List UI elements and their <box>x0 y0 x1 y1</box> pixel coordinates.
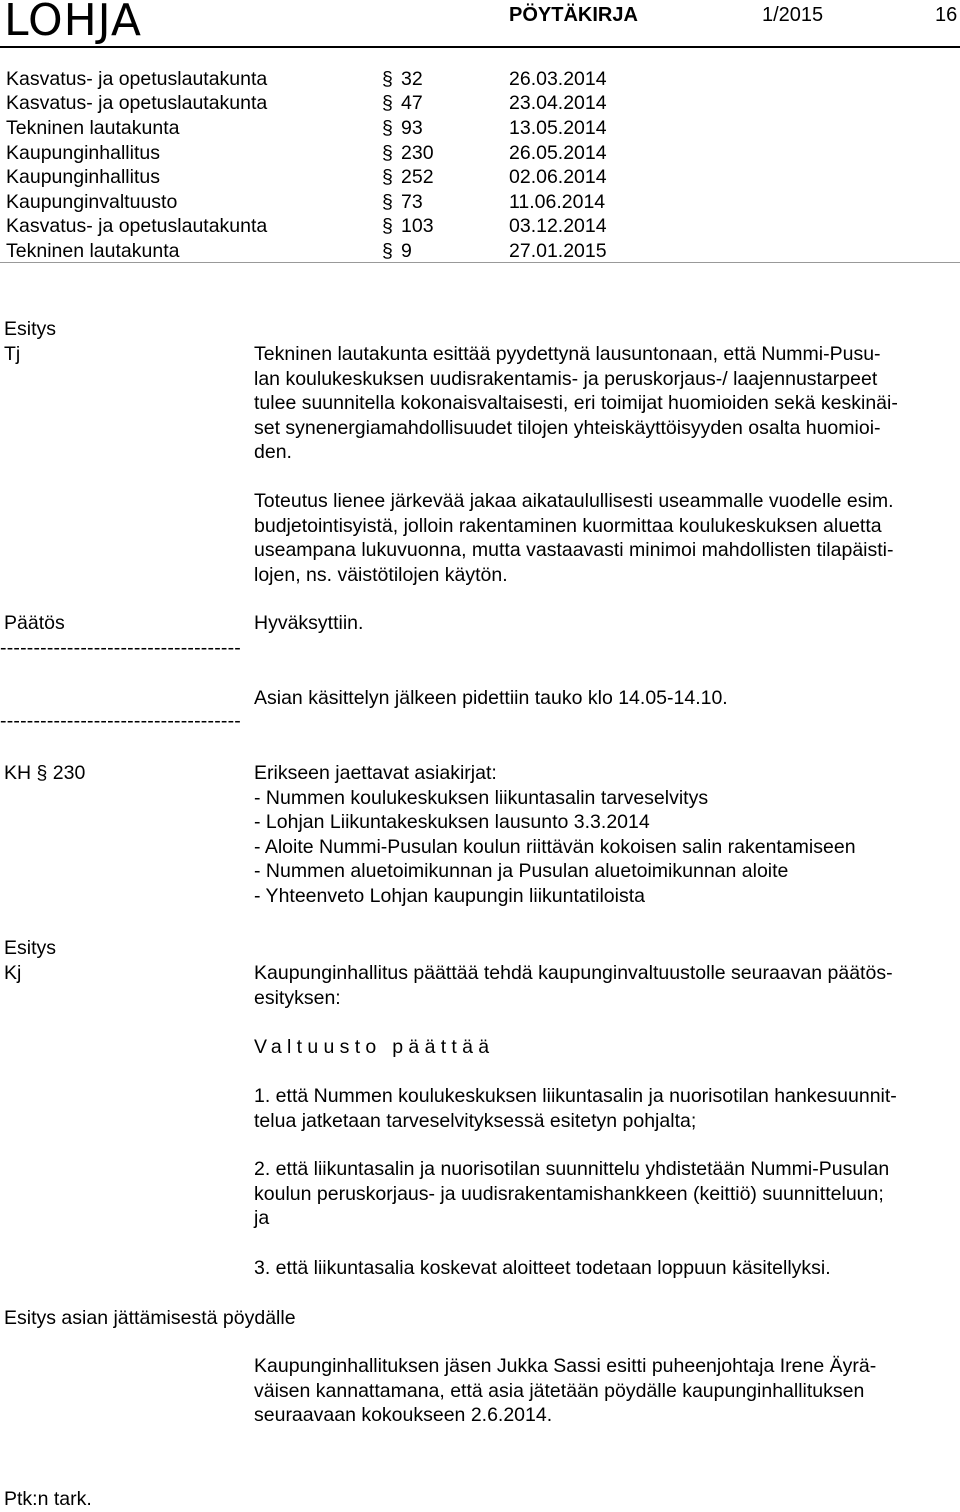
council-decides: Valtuusto päättää <box>254 1036 495 1058</box>
history-date: 13.05.2014 <box>509 117 607 139</box>
text-line: 1. että Nummen koulukeskuksen liikuntasalin ja nuorisotilan hankesuunnit- <box>254 1085 897 1107</box>
text-line: Kaupunginhallituksen jäsen Jukka Sassi esitti puheenjohtaja Irene Äyrä- <box>254 1355 877 1377</box>
history-body: Kasvatus- ja opetuslautakunta <box>6 92 268 114</box>
tabling-text <box>254 1354 960 1428</box>
verification-label: Ptk:n tark. <box>4 1488 92 1510</box>
text-line: seuraavaan kokoukseen 2.6.2014. <box>254 1404 553 1427</box>
text-line: budjetointisyistä, jolloin rakentaminen kuormittaa koulukeskuksen aluetta <box>254 514 882 537</box>
proposal-presenter: Tj <box>4 343 21 365</box>
proposal-heading: Esitys <box>4 318 57 340</box>
text-line: väisen kannattamana, että asia jätetään pöydälle kaupunginhallituksen <box>254 1379 865 1402</box>
text-line: Kaupunginhallitus päättää tehdä kaupunginvaltuustolle seuraavan päätös- <box>254 962 893 984</box>
lohja-logo: LOHJA <box>4 0 142 46</box>
section-icon: § <box>382 240 393 262</box>
decision-item <box>254 1084 960 1133</box>
history-section: 93 <box>401 117 423 139</box>
history-date: 03.12.2014 <box>509 215 607 237</box>
text-line: lojen, ns. väistötilojen käytön. <box>254 563 508 586</box>
history-section: 73 <box>401 191 423 213</box>
page-number: 16 <box>935 4 958 26</box>
history-body: Kasvatus- ja opetuslautakunta <box>6 215 268 237</box>
tabling-heading: Esitys asian jättämisestä pöydälle <box>4 1307 296 1329</box>
header-rule <box>0 46 960 48</box>
kh-label-prefix: KH <box>4 762 32 784</box>
kh-label-number: 230 <box>52 762 86 784</box>
text-line: ja <box>254 1207 270 1230</box>
proposal-text <box>254 342 960 465</box>
attachment-item: - Lohjan Liikuntakeskuksen lausunto 3.3.2014 <box>254 811 650 834</box>
history-date: 27.01.2015 <box>509 240 607 262</box>
text-line: esityksen: <box>254 986 341 1009</box>
section-icon: § <box>382 142 393 164</box>
text-line: Toteutus lienee järkevää jakaa aikataulullisesti useammalle vuodelle esim. <box>254 490 894 512</box>
proposal-presenter: Kj <box>4 962 22 984</box>
history-date: 11.06.2014 <box>509 191 606 213</box>
history-body: Kaupunginhallitus <box>6 166 160 188</box>
history-section: 230 <box>401 142 434 164</box>
history-section: 103 <box>401 215 434 237</box>
document-type: PÖYTÄKIRJA <box>509 4 638 26</box>
history-section: 252 <box>401 166 434 188</box>
section-icon: § <box>382 191 393 213</box>
proposal-intro <box>254 961 960 1010</box>
attachments-title: Erikseen jaettavat asiakirjat: <box>254 762 497 784</box>
table-rule <box>0 262 960 263</box>
text-line: koulun peruskorjaus- ja uudisrakentamishankkeen (keittiö) suunnitteluun; <box>254 1182 884 1205</box>
kh-label <box>4 761 85 786</box>
history-date: 26.03.2014 <box>509 68 607 90</box>
attachments <box>254 761 960 909</box>
attachment-item: - Nummen koulukeskuksen liikuntasalin tarveselvitys <box>254 786 709 809</box>
history-date: 23.04.2014 <box>509 92 607 114</box>
section-icon: § <box>382 166 393 188</box>
divider: ------------------------------------ <box>0 710 241 732</box>
text-line: telua jatketaan tarveselvityksessä esitetyn pohjalta; <box>254 1109 697 1132</box>
decision-label: Päätös <box>4 612 65 634</box>
section-icon: § <box>382 215 393 237</box>
decision-text: Hyväksyttiin. <box>254 612 364 634</box>
text-line: set synenergiamahdollisuudet tilojen yhteiskäyttöisyyden osalta huomioi- <box>254 416 881 439</box>
break-note: Asian käsittelyn jälkeen pidettiin tauko klo 14.05-14.10. <box>254 687 728 709</box>
history-body: Tekninen lautakunta <box>6 240 180 262</box>
text-line: den. <box>254 441 292 464</box>
document-number: 1/2015 <box>762 4 824 26</box>
text-line: 2. että liikuntasalin ja nuorisotilan suunnittelu yhdistetään Nummi-Pusulan <box>254 1158 890 1180</box>
history-body: Tekninen lautakunta <box>6 117 180 139</box>
attachment-item: - Aloite Nummi-Pusulan koulun riittävän kokoisen salin rakentamiseen <box>254 835 856 858</box>
text-line: Tekninen lautakunta esittää pyydettynä lausuntonaan, että Nummi-Pusu- <box>254 343 881 365</box>
history-body: Kaupunginvaltuusto <box>6 191 178 213</box>
attachment-item: - Nummen aluetoimikunnan ja Pusulan aluetoimikunnan aloite <box>254 860 789 883</box>
section-icon: § <box>36 762 48 784</box>
section-icon: § <box>382 68 393 90</box>
proposal-text-2 <box>254 489 960 587</box>
text-line: useampana lukuvuonna, mutta vastaavasti minimoi mahdollisten tilapäisti- <box>254 539 894 562</box>
history-section: 9 <box>401 240 412 262</box>
history-body: Kaupunginhallitus <box>6 142 160 164</box>
text-line: lan koulukeskuksen uudisrakentamis- ja peruskorjaus-/ laajennustarpeet <box>254 367 878 390</box>
proposal-heading: Esitys <box>4 937 57 959</box>
attachment-item: - Yhteenveto Lohjan kaupungin liikuntatiloista <box>254 884 645 907</box>
text-line: 3. että liikuntasalia koskevat aloitteet todetaan loppuun käsitellyksi. <box>254 1257 831 1279</box>
section-icon: § <box>382 92 393 114</box>
history-section: 47 <box>401 92 423 114</box>
history-body: Kasvatus- ja opetuslautakunta <box>6 68 268 90</box>
text-line: tulee suunnitella kokonaisvaltaisesti, eri toimijat huomioiden sekä keskinäi- <box>254 392 898 415</box>
history-date: 26.05.2014 <box>509 142 607 164</box>
history-section: 32 <box>401 68 423 90</box>
divider: ------------------------------------ <box>0 637 241 659</box>
decision-item <box>254 1256 960 1281</box>
decision-item <box>254 1157 960 1231</box>
history-date: 02.06.2014 <box>509 166 607 188</box>
section-icon: § <box>382 117 393 139</box>
